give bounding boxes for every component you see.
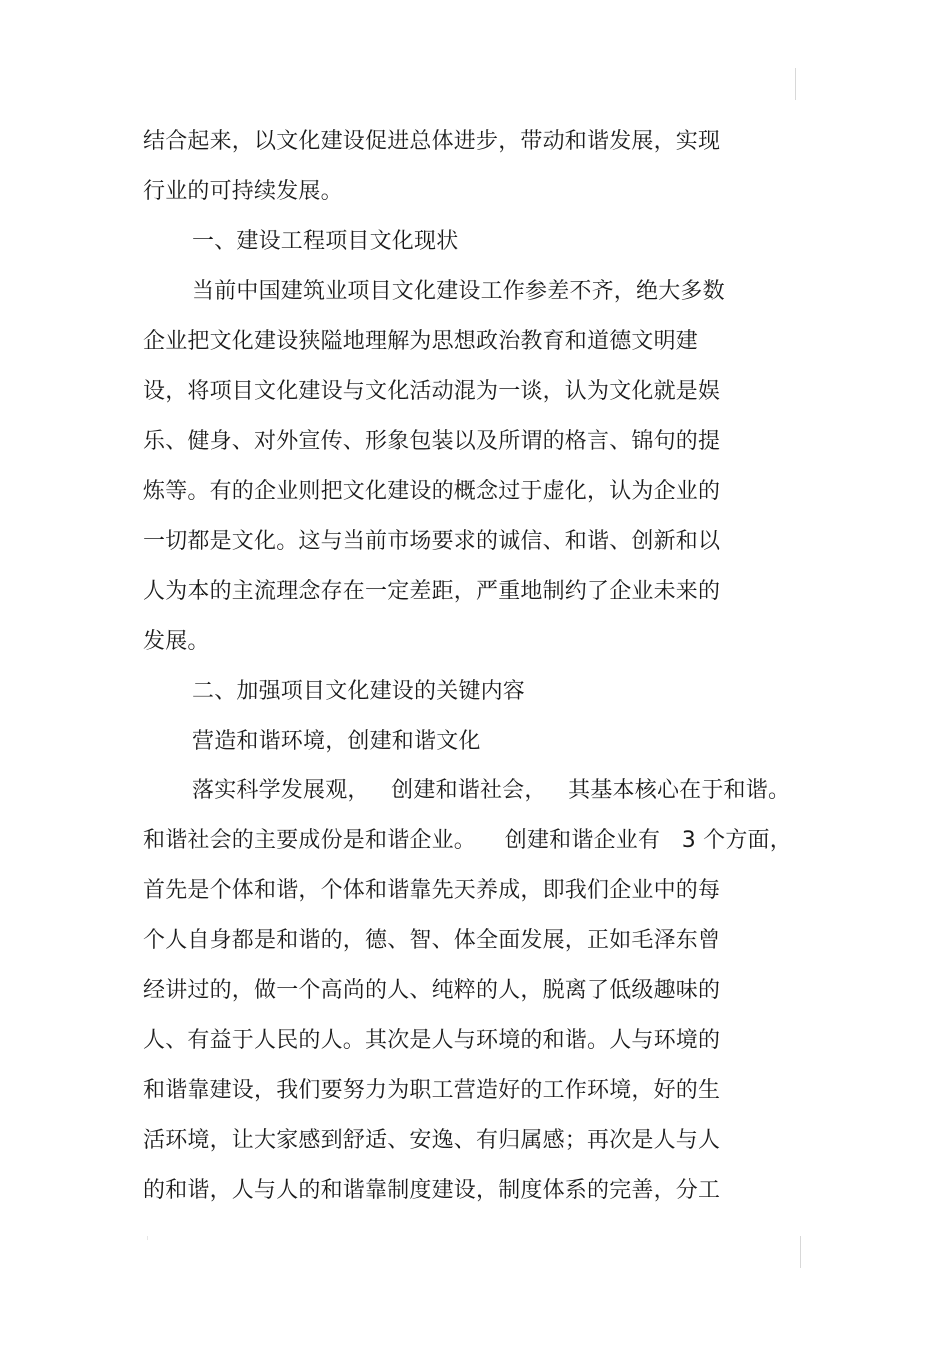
section-heading: 一、建设工程项目文化现状	[192, 229, 459, 254]
body-text-line: 经讲过的，做一个高尚的人、纯粹的人，脱离了低级趣味的	[143, 978, 721, 1003]
body-text-line: 炼等。有的企业则把文化建设的概念过于虚化，认为企业的	[143, 479, 721, 504]
body-text-line: 的和谐，人与人的和谐靠制度建设，制度体系的完善，分工	[143, 1178, 721, 1203]
page-edge-mark	[795, 68, 796, 100]
body-text-line: 个人自身都是和谐的，德、智、体全面发展，正如毛泽东曾	[143, 928, 721, 953]
page-edge-mark	[800, 1236, 801, 1268]
body-text-line: 活环境，让大家感到舒适、安逸、有归属感；再次是人与人	[143, 1128, 721, 1153]
body-text-line: 一切都是文化。这与当前市场要求的诚信、和谐、创新和以	[143, 529, 721, 554]
page-edge-mark	[147, 1236, 148, 1240]
body-text-line: 设，将项目文化建设与文化活动混为一谈，认为文化就是娱	[143, 379, 721, 404]
body-text-line: 当前中国建筑业项目文化建设工作参差不齐，绝大多数	[192, 279, 725, 304]
body-text-line: 发展。	[143, 629, 210, 654]
body-text-line: 首先是个体和谐，个体和谐靠先天养成，即我们企业中的每	[143, 878, 721, 903]
body-text-line: 和谐社会的主要成份是和谐企业。 创建和谐企业有 3 个方面，	[143, 828, 792, 853]
body-text-line: 乐、健身、对外宣传、形象包装以及所谓的格言、锦句的提	[143, 429, 721, 454]
section-heading: 二、加强项目文化建设的关键内容	[192, 679, 526, 704]
body-text-line: 结合起来，以文化建设促进总体进步，带动和谐发展，实现	[143, 129, 721, 154]
body-text-line: 行业的可持续发展。	[143, 179, 343, 204]
body-text-line: 人、有益于人民的人。其次是人与环境的和谐。人与环境的	[143, 1028, 721, 1053]
body-text-line: 和谐靠建设，我们要努力为职工营造好的工作环境，好的生	[143, 1078, 721, 1103]
body-text-line: 企业把文化建设狭隘地理解为思想政治教育和道德文明建	[143, 329, 699, 354]
body-text-line: 人为本的主流理念存在一定差距，严重地制约了企业未来的	[143, 579, 721, 604]
body-text-line: 落实科学发展观， 创建和谐社会， 其基本核心在于和谐。	[192, 778, 791, 803]
subsection-heading: 营造和谐环境，创建和谐文化	[192, 729, 481, 754]
